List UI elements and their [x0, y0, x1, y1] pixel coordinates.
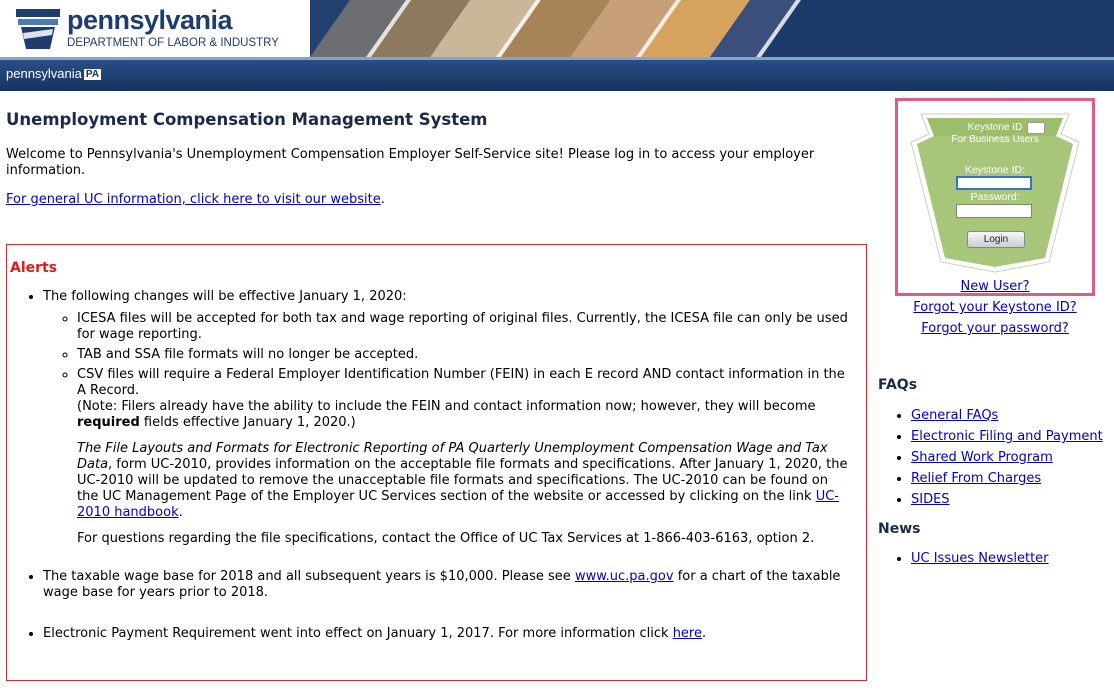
forgot-password-link[interactable]: Forgot your password?: [921, 321, 1069, 336]
account-links: [895, 276, 1095, 339]
brand-name: pennsylvania: [67, 5, 233, 35]
pa-flag-icon: [1027, 122, 1045, 134]
faq-link-sides[interactable]: SIDES: [911, 492, 950, 507]
alerts-heading: Alerts: [10, 260, 58, 276]
forgot-keystone-id-link[interactable]: Forgot your Keystone ID?: [913, 300, 1077, 315]
header-photo-strip: [310, 0, 1114, 57]
pa-badge-icon: PA: [85, 69, 100, 80]
department-name: DEPARTMENT OF LABOR & INDUSTRY: [67, 37, 279, 49]
page-title: Unemployment Compensation Management System: [6, 110, 488, 129]
news-list: [878, 548, 1049, 569]
note-pre: (Note: Filers already have the ability to include the FEIN and contact information now; however, they will become: [77, 399, 816, 414]
pa-nav-brand[interactable]: [6, 66, 101, 81]
uc-pa-gov-link[interactable]: www.uc.pa.gov: [574, 569, 674, 584]
epay-pre: Electronic Payment Requirement went into effect on January 1, 2017. For more information click: [43, 626, 669, 641]
top-nav-bar: [0, 57, 1114, 91]
keystone-title: [898, 122, 1092, 146]
contact-paragraph: For questions regarding the file specifications, contact the Office of UC Tax Services at 1-866-403-6163, option 2.: [77, 531, 815, 546]
keystone-login-box: [895, 98, 1095, 296]
alert-subitem: ◦ TAB and SSA file formats will no longer be accepted.: [77, 347, 851, 363]
news-heading: News: [878, 521, 921, 537]
password-input[interactable]: [956, 204, 1032, 218]
faq-item: [911, 447, 1114, 468]
pa-logo-text[interactable]: [67, 5, 279, 50]
password-label: Password:: [970, 191, 1020, 203]
news-item: [911, 548, 1049, 569]
new-user-link[interactable]: New User?: [960, 279, 1030, 294]
faq-item: [911, 468, 1114, 489]
welcome-text: Welcome to Pennsylvania's Unemployment Compensation Employer Self-Service site! Please log in to access your employer information.: [6, 147, 815, 178]
fein-note: [77, 399, 851, 431]
handbook-suffix: .: [178, 505, 183, 520]
uc2010-description: , form UC-2010, provides information on the acceptable file formats and specifications. After January 1, 2020, the UC-2010 will be updated to remove the unacceptable file formats and specifications. The UC-2010 can be found on the UC Management Page of the Employer UC Services section of the website or accessed by clicking on the link: [77, 457, 848, 504]
uc2010-title: The File Layouts and Formats for Electronic Reporting of PA Quarterly Unemployment Compensation Wage and Tax Data: [77, 441, 828, 472]
general-uc-info-link[interactable]: For general UC information, click here to visit our website: [6, 192, 381, 207]
epay-suffix: .: [701, 626, 707, 641]
wage-base-post: for a chart of the taxable wage base for years prior to 2018.: [43, 569, 841, 600]
keystone-id-label: Keystone ID:: [964, 164, 1026, 176]
nav-brand-text: pennsylvania: [6, 66, 82, 81]
faqs-list: [878, 405, 1114, 510]
wage-base-pre: The taxable wage base for 2018 and all subsequent years is $10,000. Please see: [43, 569, 571, 584]
alert-subitem: ◦ ICESA files will be accepted for both tax and wage reporting of original files. Currently, the ICESA file can only be used for wage reporting.: [77, 311, 851, 343]
note-post: fields effective January 1, 2020.): [143, 415, 356, 430]
login-button[interactable]: Login: [967, 231, 1025, 248]
site-header: [0, 0, 1114, 57]
alerts-list: [7, 289, 851, 642]
faq-link-shared-work[interactable]: Shared Work Program: [911, 450, 1053, 465]
alerts-box: [6, 244, 867, 681]
news-link-newsletter[interactable]: UC Issues Newsletter: [911, 551, 1049, 566]
alert-item-text: The following changes will be effective January 1, 2020:: [43, 289, 407, 304]
faq-link-general[interactable]: General FAQs: [911, 408, 999, 423]
alert-sublist: [43, 311, 851, 547]
faq-item: [911, 489, 1114, 510]
faqs-heading: FAQs: [878, 377, 918, 393]
required-emphasis: required: [77, 415, 140, 430]
keystone-title-line2: For Business Users: [951, 134, 1039, 145]
uc2010-paragraph: [77, 441, 851, 521]
alert-item: [43, 289, 851, 547]
faq-item: [911, 426, 1114, 447]
csv-requirement-text: CSV files will require a Federal Employer Identification Number (FEIN) in each E record AND contact information in the A Record.: [77, 367, 845, 398]
alert-item: [43, 626, 851, 642]
faq-item: [911, 405, 1114, 426]
keystone-id-input[interactable]: [956, 176, 1032, 190]
faq-link-electronic-filing[interactable]: Electronic Filing and Payment: [911, 429, 1103, 444]
faq-link-relief-charges[interactable]: Relief From Charges: [911, 471, 1042, 486]
epay-here-link[interactable]: here: [672, 626, 702, 641]
keystone-title-line1: Keystone ID: [967, 122, 1023, 133]
uc2010-handbook-link[interactable]: UC-2010 handbook: [77, 489, 840, 520]
alert-item: [43, 569, 851, 601]
uc-info-paragraph: [6, 192, 385, 207]
pa-keystone-logo-icon: [14, 5, 62, 51]
uc-link-suffix: .: [380, 192, 385, 207]
alert-subitem: [77, 367, 851, 547]
